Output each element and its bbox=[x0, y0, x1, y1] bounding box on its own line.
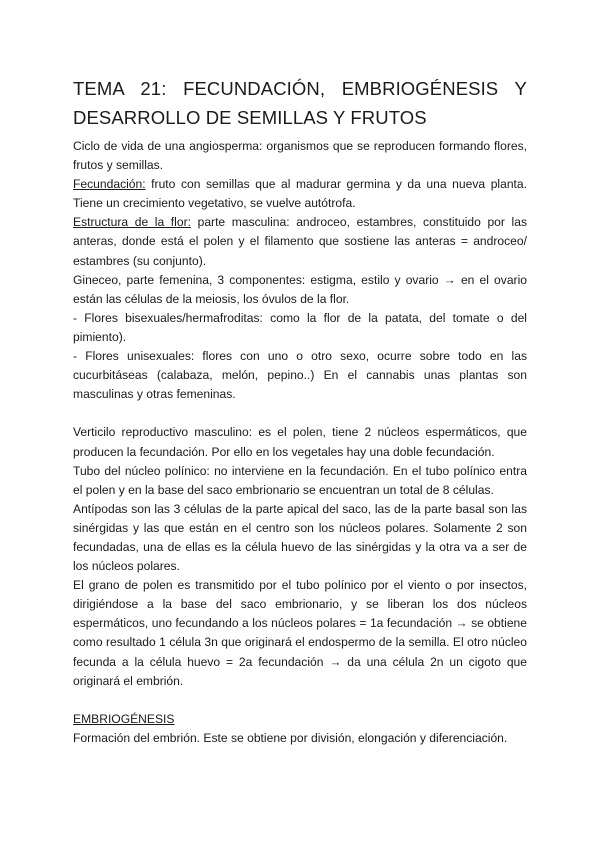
paragraph-gineceo: Gineceo, parte femenina, 3 componentes: estigma, estilo y ovario → en el ovario están las células de la meiosis, los óvulos de la flor. bbox=[73, 272, 527, 306]
text-fecundacion: fruto con semillas que al madurar germina y da una nueva planta. Tiene un crecimiento vegetativo, se vuelve autótrofa. bbox=[73, 177, 527, 211]
paragraph-grano-polen: El grano de polen es transmitido por el tubo polínico por el viento o por insectos, dirigiéndose a la base del saco embrionario, y se liberan los dos núcleos espermáticos, uno fecundando a los núcleos polares = 1a fecundación → se obtiene como resultado 1 célula 3n que originará el endospermo de la semilla. El otro núcleo fecunda a la célula huevo = 2a fecundación → da una célula 2n un cigoto que originará el embrión. bbox=[73, 578, 527, 688]
title-line-2: DESARROLLO DE SEMILLAS Y FRUTOS bbox=[73, 107, 427, 128]
blank-line bbox=[73, 691, 527, 710]
paragraph-intro: Ciclo de vida de una angiosperma: organismos que se reproducen formando flores, frutos y semillas. bbox=[73, 139, 527, 173]
paragraph-unisexuales: - Flores unisexuales: flores con uno o otro sexo, ocurre sobre todo en las cucurbitáseas (calabaza, melón, pepino..) En el cannabis unas plantas son masculinas y otras femeninas. bbox=[73, 349, 527, 402]
paragraph-verticilo: Verticilo reproductivo masculino: es el polen, tiene 2 núcleos espermáticos, que producen la fecundación. Por ello en los vegetales hay una doble fecundación. bbox=[73, 425, 527, 459]
paragraph-bisexuales: - Flores bisexuales/hermafroditas: como la flor de la patata, del tomate o del pimiento). bbox=[73, 310, 527, 344]
blank-line bbox=[73, 404, 527, 423]
paragraph-embrion: Formación del embrión. Este se obtiene por división, elongación y diferenciación. bbox=[73, 730, 508, 745]
text-estructura: parte masculina: androceo, estambres, constituido por las anteras, donde está el polen y el filamento que sostiene las anteras = androceo/ estambres (su conjunto). bbox=[73, 215, 528, 268]
paragraph-antipodas: Antípodas son las 3 células de la parte apical del saco, las de la parte basal son las sinérgidas y las que están en el centro son los núcleos polares. Solamente 2 son fecundadas, una de ellas es la célula huevo de las sinérgidas y la otra va a ser de los núcleos polares. bbox=[73, 501, 527, 574]
paragraph-estructura bbox=[73, 213, 527, 270]
paragraph-tubo: Tubo del núcleo polínico: no interviene en la fecundación. En el tubo polínico entra el polen y en la base del saco embrionario se encuentran un total de 8 células. bbox=[73, 463, 527, 497]
section-heading-embriogenesis: EMBRIOGÉNESIS bbox=[73, 711, 175, 726]
term-estructura: Estructura de la flor: bbox=[73, 215, 191, 230]
title-line-1: TEMA 21: FECUNDACIÓN, EMBRIOGÉNESIS Y bbox=[73, 78, 527, 99]
document-body bbox=[73, 137, 527, 748]
document-page bbox=[73, 74, 527, 748]
paragraph-fecundacion bbox=[73, 175, 527, 213]
page-title bbox=[73, 74, 527, 132]
term-fecundacion: Fecundación: bbox=[73, 177, 146, 192]
